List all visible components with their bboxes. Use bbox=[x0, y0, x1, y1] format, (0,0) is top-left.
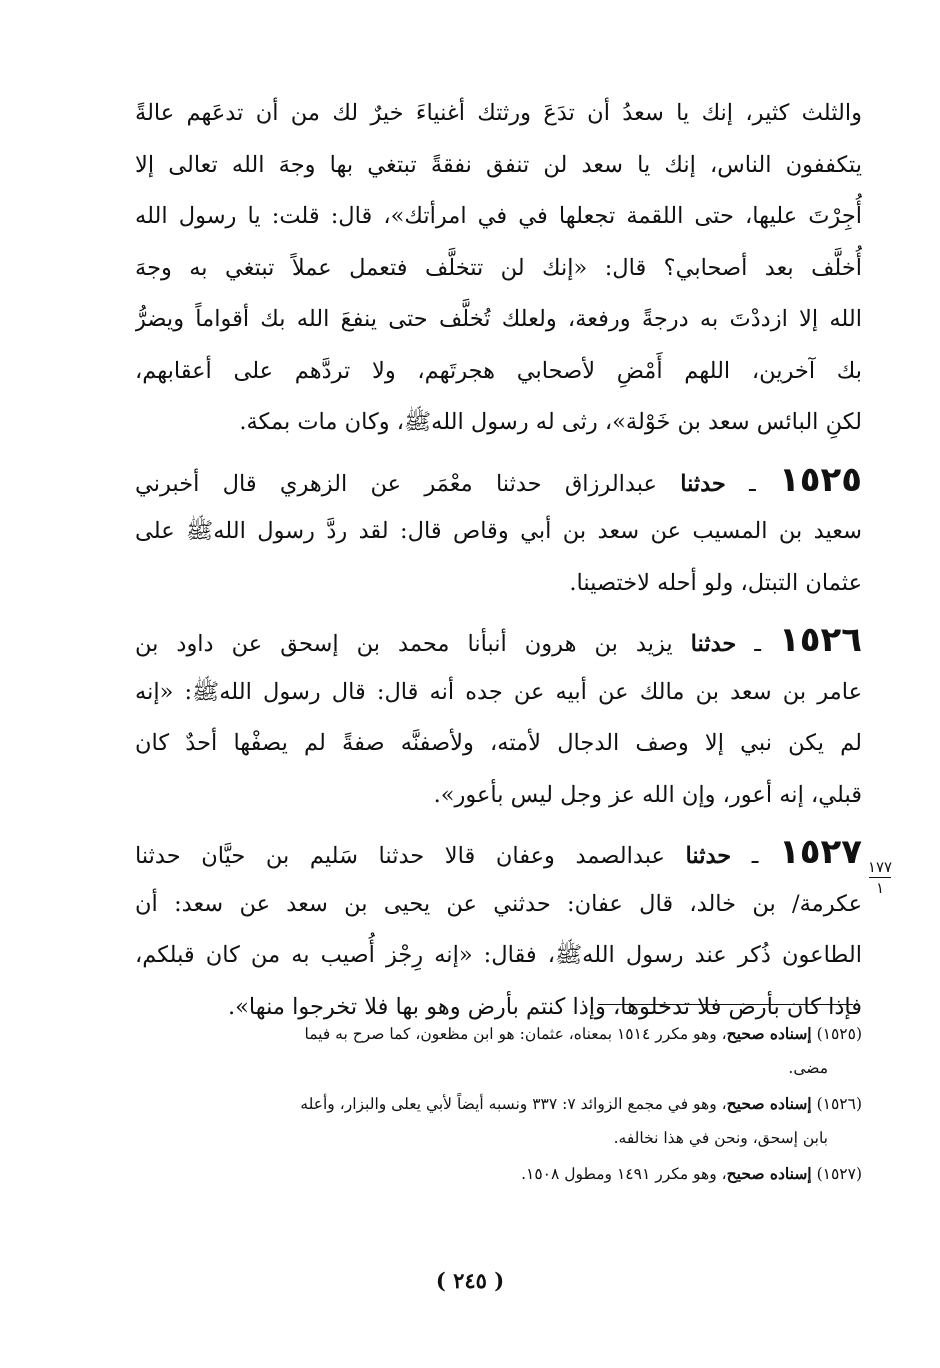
footnote-text: ، وهو مكرر ١٤٩١ ومطول ١٥٠٨. bbox=[521, 1165, 727, 1183]
footnote-number: (١٥٢٥) bbox=[816, 1025, 862, 1043]
text-line: لكنِ البائس سعد بن خَوْلة»، رثى له رسول اللهﷺ، وكان مات بمكة. bbox=[239, 409, 862, 435]
text-line: عثمان التبتل، ولو أحله لاختصينا. bbox=[569, 569, 862, 596]
footnote-text: ، وهو مكرر ١٥١٤ بمعناه، عثمان: هو ابن مظعون، كما صرح به فيما bbox=[304, 1025, 727, 1043]
margin-reference-bottom: ١ bbox=[875, 879, 885, 897]
main-text bbox=[135, 88, 862, 1033]
narration-keyword: حدثنا bbox=[685, 843, 732, 869]
text-line: عكرمة/ بن خالد، قال عفان: حدثني عن يحيى بن سعد عن سعد: أن bbox=[135, 890, 862, 917]
footnote-separator bbox=[598, 1004, 853, 1005]
text-line: والثلث كثير، إنك يا سعدُ أن تدَعَ ورثتك أغنياءَ خيرٌ لك من أن تدعَهم عالةً bbox=[135, 100, 862, 126]
dash-separator: ـ bbox=[731, 843, 779, 869]
hadith-1527 bbox=[135, 827, 862, 1033]
text-line bbox=[135, 827, 862, 879]
hadith-number: ١٥٢٦ bbox=[778, 620, 862, 660]
footnote-grade: إسناده صحيح bbox=[726, 1024, 812, 1043]
footnote-continuation: بابن إسحق، ونحن في هذا نخالفه. bbox=[613, 1129, 828, 1147]
footnote-grade: إسناده صحيح bbox=[726, 1164, 812, 1183]
text-line: يتكففون الناس، إنك يا سعد لن تنفق نفقةً تبتغي بها وجهَ الله تعالى إلا bbox=[135, 151, 862, 178]
text-line: لم يكن نبي إلا وصف الدجال لأمته، ولأصفنَّه صفةً لم يصفْها أحدٌ كان bbox=[135, 730, 862, 756]
hadith-1526 bbox=[135, 615, 862, 821]
hadith-number: ١٥٢٥ bbox=[778, 459, 862, 500]
narration-keyword: حدثنا bbox=[690, 631, 737, 657]
page-number: ( ٢٤٥ ) bbox=[435, 1268, 505, 1293]
hadith-1525 bbox=[135, 455, 862, 610]
footnote-continuation: مضى. bbox=[788, 1059, 828, 1077]
text-line: فإذا كان بأرض فلا تدخلوها، وإذا كنتم بأرض وهو بها فلا تخرجوا منها». bbox=[227, 993, 862, 1020]
footnote-1527 bbox=[140, 1156, 862, 1191]
footnote-number: (١٥٢٦) bbox=[816, 1095, 862, 1113]
dash-separator: ـ bbox=[725, 470, 779, 497]
footnote-text: ، وهو في مجمع الزوائد ٧: ٣٣٧ ونسبه أيضاً لأبي يعلى والبزار، وأعله bbox=[300, 1095, 727, 1113]
footnote-1526 bbox=[140, 1086, 862, 1121]
hadith-number: ١٥٢٧ bbox=[778, 832, 862, 872]
text-line: بك آخرين، اللهم أَمْضِ لأصحابي هجرتَهم، ولا تردَّهم على أعقابهم، bbox=[135, 357, 862, 384]
paragraph-continuation bbox=[135, 88, 862, 449]
dash-separator: ـ bbox=[736, 631, 779, 657]
text-line bbox=[135, 615, 862, 667]
text-line: أُجِرْتَ عليها، حتى اللقمة تجعلها في في امرأتك»، قال: قلت: يا رسول الله bbox=[135, 203, 862, 229]
footnote-1525 bbox=[140, 1016, 862, 1051]
margin-reference-rule bbox=[869, 877, 891, 878]
text-line: عامر بن سعد بن مالك عن أبيه عن جده أنه قال: قال رسول اللهﷺ: «إنه bbox=[135, 678, 862, 705]
margin-reference bbox=[862, 858, 898, 897]
text-line: سعيد بن المسيب عن سعد بن أبي وقاص قال: لقد ردَّ رسول اللهﷺ على bbox=[135, 518, 862, 544]
footnotes bbox=[140, 1016, 862, 1191]
text-line: أُخلَّف بعد أصحابي؟ قال: «إنك لن تتخلَّف فتعمل عملاً تبتغي به وجهَ bbox=[135, 254, 862, 281]
text-line: قبلي، إنه أعور، وإن الله عز وجل ليس بأعور». bbox=[433, 781, 862, 808]
footnote-number: (١٥٢٧) bbox=[816, 1165, 862, 1183]
text-span: عبدالصمد وعفان قالا حدثنا سَليم بن حيَّان حدثنا bbox=[135, 843, 686, 869]
text-line: الله إلا ازددْتَ به درجةً ورفعة، ولعلك تُخلَّف حتى ينفعَ الله بك أقواماً ويضرُّ bbox=[135, 306, 862, 332]
footnote-grade: إسناده صحيح bbox=[726, 1094, 812, 1113]
text-line bbox=[135, 455, 862, 507]
text-line: الطاعون ذُكر عند رسول اللهﷺ، فقال: «إنه رِجْز أُصيب به من كان قبلكم، bbox=[135, 942, 862, 968]
narration-keyword: حدثنا bbox=[680, 470, 726, 497]
text-span: يزيد بن هرون أنبأنا محمد بن إسحق عن داود بن bbox=[135, 631, 691, 657]
text-span: عبدالرزاق حدثنا معْمَر عن الزهري قال أخبرني bbox=[135, 470, 681, 497]
margin-reference-top: ١٧٧ bbox=[867, 858, 893, 876]
